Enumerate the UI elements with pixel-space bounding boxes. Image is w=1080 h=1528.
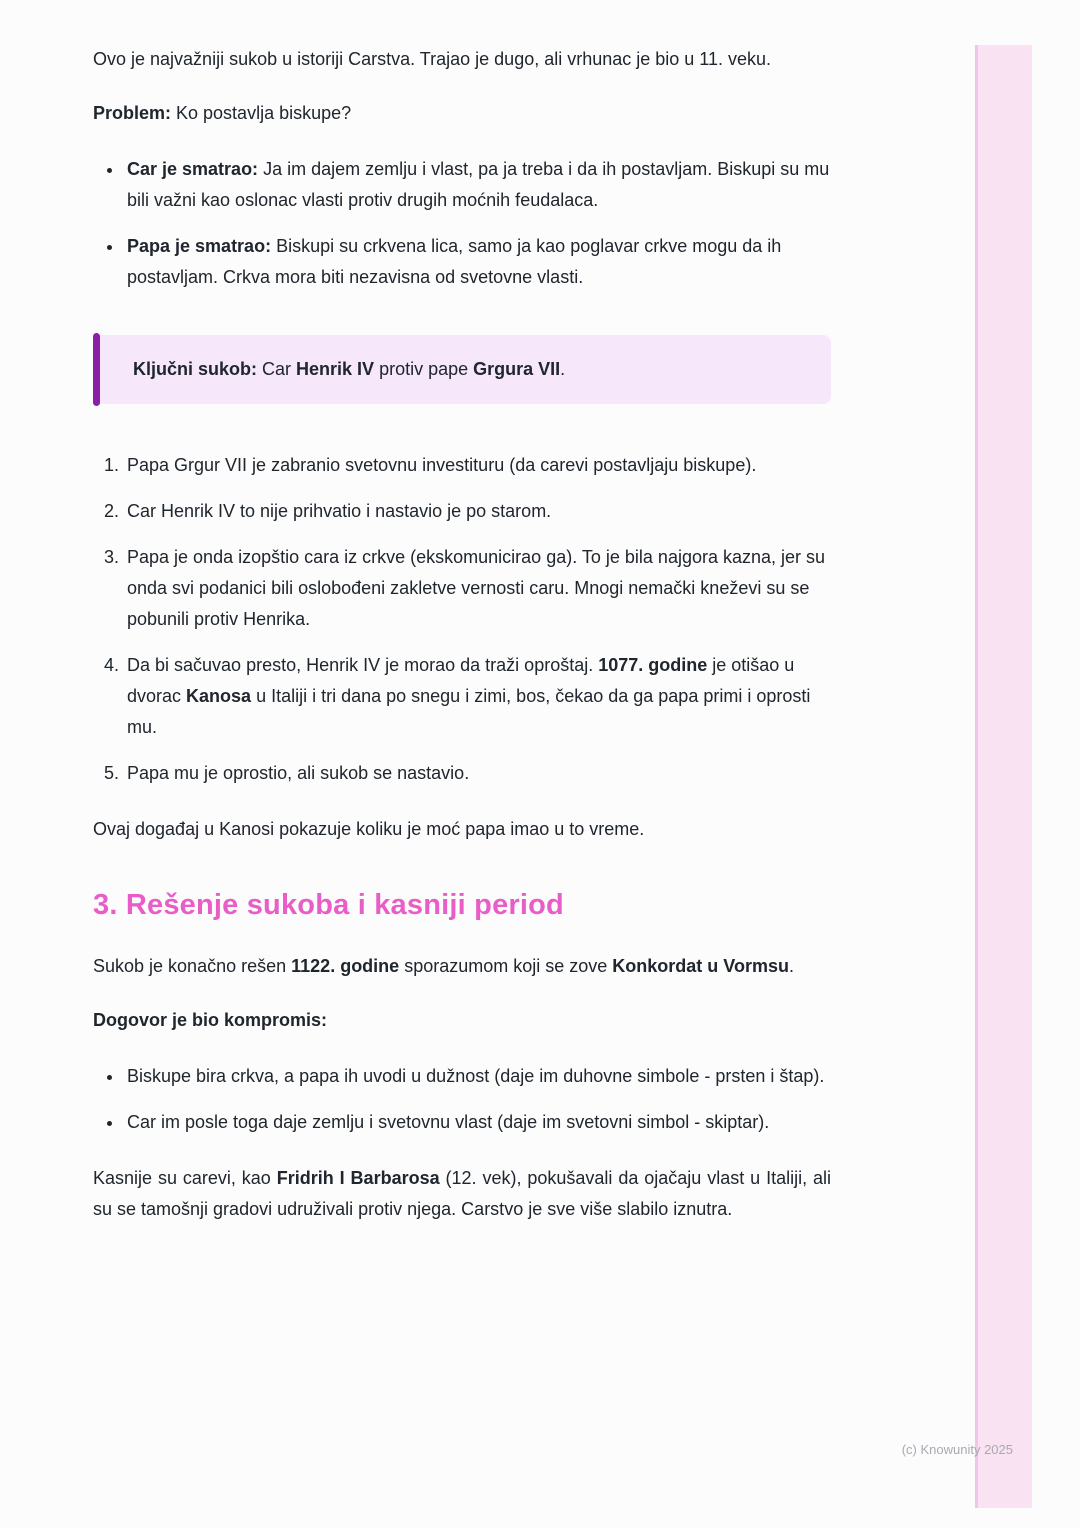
bold-text: Kanosa: [186, 686, 252, 706]
text-run: Biskupe bira crkva, a papa ih uvodi u dužnost (daje im duhovne simbole - prsten i štap).: [127, 1066, 825, 1086]
list-item: [124, 758, 831, 789]
numbered-list: [93, 450, 831, 789]
bold-text: 1122. godine: [291, 956, 400, 976]
text-run: (12. vek), pokušavali da ojačaju vlast u Italiji, ali su se tamošnji gradovi udruživali protiv njega. Carstvo je sve više slabilo iznutra.: [93, 1168, 831, 1219]
list-item: [124, 542, 831, 635]
text-run: Ovo je najvažniji sukob u istoriji Carstva. Trajao je dugo, ali vrhunac je bio u 11. veku.: [93, 49, 772, 69]
bold-text: Konkordat u Vormsu: [612, 956, 789, 976]
document-content: [93, 44, 831, 1248]
list-item: [124, 496, 831, 527]
list-item: [124, 450, 831, 481]
bold-text: Henrik IV: [296, 359, 375, 379]
bold-text: Papa je smatrao:: [127, 236, 272, 256]
paragraph: [93, 44, 831, 75]
list-item: [124, 154, 831, 216]
right-edge-strip: [975, 45, 1032, 1508]
text-run: Papa je onda izopštio cara iz crkve (ekskomunicirao ga). To je bila najgora kazna, jer su onda svi podanici bili oslobođeni zakletve vernosti caru. Mnogi nemački kneževi su se pobunili protiv Henrika.: [127, 547, 826, 629]
text-run: Kasnije su carevi, kao: [93, 1168, 277, 1188]
list-item: [124, 231, 831, 293]
text-run: .: [560, 359, 566, 379]
bold-text: 1077. godine: [598, 655, 708, 675]
paragraph: [93, 951, 831, 982]
text-run: Car Henrik IV to nije prihvatio i nastavio je po starom.: [127, 501, 552, 521]
bold-text: Fridrih I Barbarosa: [276, 1168, 440, 1188]
text-run: Ja im dajem zemlju i vlast, pa ja treba i da ih postavljam. Biskupi su mu bili važni kao oslonac vlasti protiv drugih moćnih feudalaca.: [127, 159, 830, 210]
text-run: u Italiji i tri dana po snegu i zimi, bos, čekao da ga papa primi i oprosti mu.: [127, 686, 811, 737]
text-run: Da bi sačuvao presto, Henrik IV je morao da traži oproštaj.: [127, 655, 599, 675]
list-item: [124, 1061, 831, 1092]
paragraph: [93, 98, 831, 129]
bold-text: Car je smatrao:: [127, 159, 259, 179]
bold-text: Grgura VII: [473, 359, 561, 379]
text-run: Car im posle toga daje zemlju i svetovnu vlast (daje im svetovni simbol - skiptar).: [127, 1112, 770, 1132]
text-run: Papa mu je oprostio, ali sukob se nastavio.: [127, 763, 470, 783]
paragraph: [93, 1005, 831, 1036]
text-run: je otišao u dvorac: [127, 655, 795, 706]
text-run: Car: [257, 359, 297, 379]
text-run: Papa Grgur VII je zabranio svetovnu investituru (da carevi postavljaju biskupe).: [127, 455, 757, 475]
bold-text: Ključni sukob:: [133, 359, 258, 379]
list-item: [124, 1107, 831, 1138]
text-run: protiv pape: [374, 359, 474, 379]
text-run: Ko postavlja biskupe?: [171, 103, 352, 123]
text-run: Sukob je konačno rešen: [93, 956, 292, 976]
callout-accent-bar: [93, 333, 100, 406]
callout-text: [133, 354, 807, 385]
bold-text: Problem:: [93, 103, 172, 123]
text-run: sporazumom koji se zove: [399, 956, 613, 976]
callout-box: [93, 335, 831, 404]
list-item: [124, 650, 831, 743]
bullet-list: [93, 154, 831, 293]
text-run: Ovaj događaj u Kanosi pokazuje koliku je moć papa imao u to vreme.: [93, 819, 645, 839]
paragraph: [93, 1163, 831, 1225]
bullet-list: [93, 1061, 831, 1138]
bold-text: Dogovor je bio kompromis:: [93, 1010, 328, 1030]
paragraph: [93, 814, 831, 845]
section-heading: 3. Rešenje sukoba i kasniji period: [93, 889, 564, 921]
text-run: .: [788, 956, 794, 976]
text-run: Biskupi su crkvena lica, samo ja kao poglavar crkve mogu da ih postavljam. Crkva mora biti nezavisna od svetovne vlasti.: [127, 236, 782, 287]
copyright-text: (c) Knowunity 2025: [901, 1442, 1013, 1457]
